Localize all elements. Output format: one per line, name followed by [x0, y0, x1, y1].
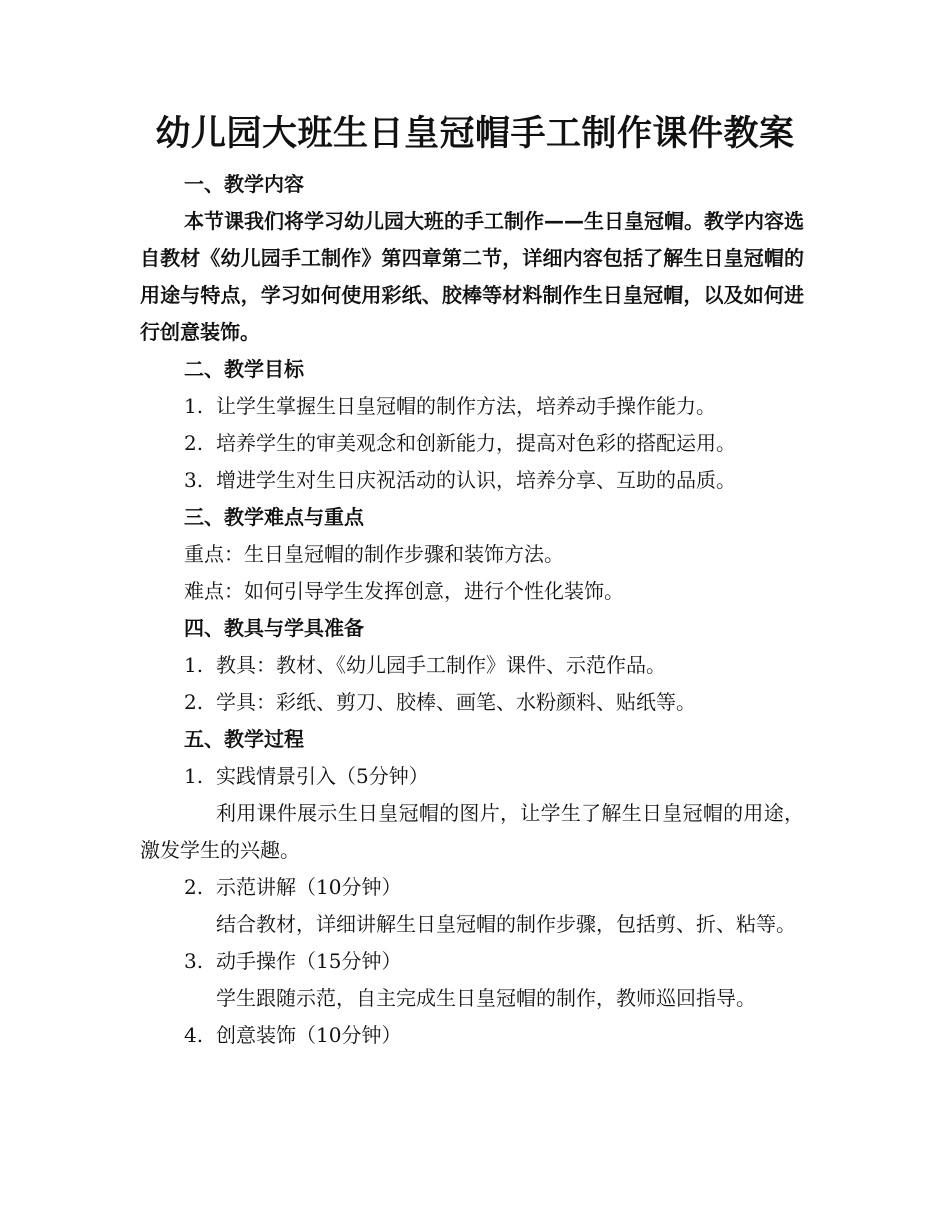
document-body: [140, 166, 804, 1054]
step-description: 利用课件展示生日皇冠帽的图片，让学生了解生日皇冠帽的用途，激发学生的兴趣。: [140, 801, 804, 862]
section-heading: 四、教具与学具准备: [184, 616, 364, 640]
list-item-text: 让学生掌握生日皇冠帽的制作方法，培养动手操作能力。: [216, 394, 716, 418]
step-number: 2.: [184, 875, 204, 899]
step-label: 动手操作（15分钟）: [216, 949, 402, 973]
section-paragraph: 本节课我们将学习幼儿园大班的手工制作——生日皇冠帽。教学内容选自教材《幼儿园手工制作》第四章第二节，详细内容包括了解生日皇冠帽的用途与特点，学习如何使用彩纸、胶棒等材料制作生日皇冠帽，以及如何进行创意装饰。: [140, 209, 804, 344]
list-item-number: 2.: [184, 431, 204, 455]
section-heading: 二、教学目标: [184, 357, 304, 381]
list-item: [140, 647, 804, 684]
step-title: [140, 758, 804, 795]
list-item: [140, 388, 804, 425]
list-item-number: 2.: [184, 690, 204, 714]
list-item: [140, 425, 804, 462]
section-heading: 一、教学内容: [184, 172, 304, 196]
list-item: [140, 462, 804, 499]
key-point-line: 重点：生日皇冠帽的制作步骤和装饰方法。: [184, 542, 564, 566]
difficulty-line: 难点：如何引导学生发挥创意，进行个性化装饰。: [184, 579, 624, 603]
step-number: 4.: [184, 1023, 204, 1047]
step-title: [140, 1017, 804, 1054]
step-number: 3.: [184, 949, 204, 973]
step-description: 学生跟随示范，自主完成生日皇冠帽的制作，教师巡回指导。: [216, 986, 756, 1010]
step-title: [140, 943, 804, 980]
list-item-text: 培养学生的审美观念和创新能力，提高对色彩的搭配运用。: [216, 431, 736, 455]
step-label: 实践情景引入（5分钟）: [216, 764, 429, 788]
section-heading: 三、教学难点与重点: [184, 505, 364, 529]
step-description: 结合教材，详细讲解生日皇冠帽的制作步骤，包括剪、折、粘等。: [216, 912, 796, 936]
step-number: 1.: [184, 764, 204, 788]
step-label: 创意装饰（10分钟）: [216, 1023, 402, 1047]
document-title: 幼儿园大班生日皇冠帽手工制作课件教案: [155, 114, 795, 154]
list-item-text: 教具：教材、《幼儿园手工制作》课件、示范作品。: [216, 653, 666, 677]
step-title: [140, 869, 804, 906]
step-label: 示范讲解（10分钟）: [216, 875, 402, 899]
section-heading: 五、教学过程: [184, 727, 304, 751]
list-item-text: 学具：彩纸、剪刀、胶棒、画笔、水粉颜料、贴纸等。: [216, 690, 696, 714]
list-item-number: 1.: [184, 653, 204, 677]
list-item-number: 3.: [184, 468, 204, 492]
list-item: [140, 684, 804, 721]
list-item-number: 1.: [184, 394, 204, 418]
list-item-text: 增进学生对生日庆祝活动的认识，培养分享、互助的品质。: [216, 468, 736, 492]
